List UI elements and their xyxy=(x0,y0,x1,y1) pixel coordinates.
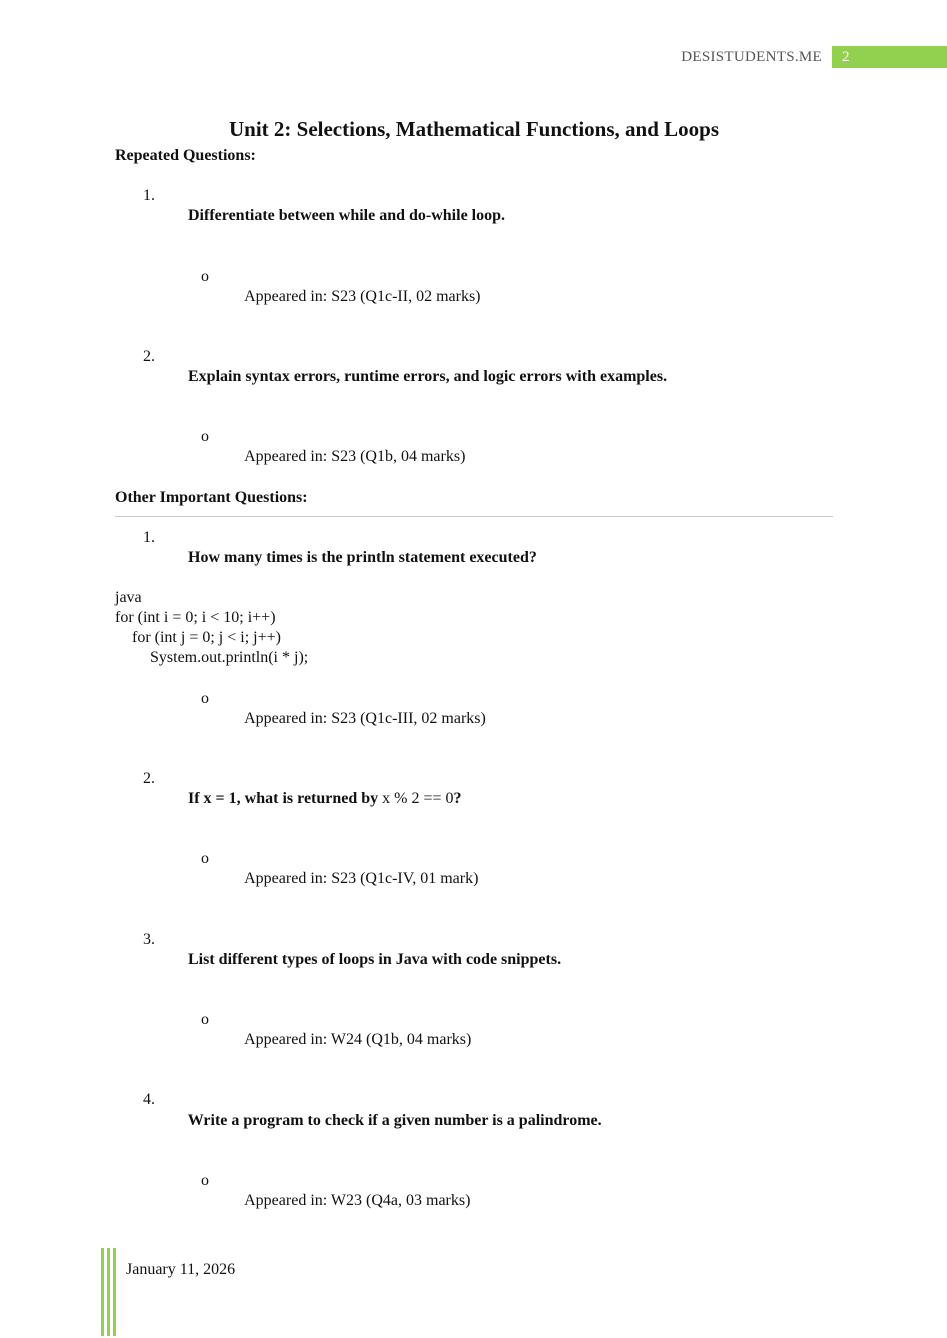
question-text: Differentiate between while and do-while loop. xyxy=(188,207,506,225)
footer-accent-bars xyxy=(101,1248,116,1336)
page-header xyxy=(681,46,947,68)
other-question-2 xyxy=(115,749,833,829)
document-body xyxy=(115,116,833,1231)
appeared-in-line xyxy=(115,829,833,909)
list-number: 3. xyxy=(143,930,155,948)
appeared-text: Appeared in: S23 (Q1c-II, 02 marks) xyxy=(244,287,481,305)
code-line-2: for (int j = 0; j < i; j++) xyxy=(132,629,281,647)
other-question-3 xyxy=(115,910,833,990)
code-language-label: java xyxy=(115,589,142,607)
list-number: 1. xyxy=(143,187,155,205)
unit-title: Unit 2: Selections, Mathematical Functions, and Loops xyxy=(228,117,719,141)
question-text: If x = 1, what is returned by xyxy=(188,790,383,807)
bullet-icon: o xyxy=(201,689,209,707)
question-text: List different types of loops in Java with code snippets. xyxy=(188,950,562,968)
site-name: DESISTUDENTS.ME xyxy=(681,48,822,65)
list-number: 2. xyxy=(143,347,155,365)
page-number-badge: 2 xyxy=(832,46,947,68)
question-end: ? xyxy=(453,790,462,807)
appeared-text: Appeared in: W23 (Q4a, 03 marks) xyxy=(244,1191,471,1209)
question-text: How many times is the println statement executed? xyxy=(188,548,537,566)
bullet-icon: o xyxy=(201,428,209,446)
other-questions-heading: Other Important Questions: xyxy=(115,488,308,506)
bullet-icon: o xyxy=(201,267,209,285)
code-line-1: for (int i = 0; i < 10; i++) xyxy=(115,609,276,627)
question-text: Write a program to check if a given number is a palindrome. xyxy=(187,1111,602,1129)
list-number: 1. xyxy=(143,528,155,546)
repeated-questions-heading: Repeated Questions: xyxy=(115,147,256,164)
code-line-3: System.out.println(i * j); xyxy=(150,649,309,667)
accent-bar xyxy=(113,1248,116,1336)
repeated-question-2 xyxy=(115,327,833,407)
appeared-in-line xyxy=(115,668,833,748)
question-text: Explain syntax errors, runtime errors, and logic errors with examples. xyxy=(188,368,668,386)
appeared-in-line xyxy=(115,407,833,487)
list-number: 4. xyxy=(143,1091,155,1109)
bullet-icon: o xyxy=(201,1011,209,1029)
other-question-1 xyxy=(115,508,833,588)
bullet-icon: o xyxy=(201,1171,209,1189)
appeared-text: Appeared in: S23 (Q1b, 04 marks) xyxy=(244,448,466,466)
appeared-text: Appeared in: S23 (Q1c-IV, 01 mark) xyxy=(244,870,479,888)
footer-date: January 11, 2026 xyxy=(126,1261,236,1278)
appeared-text: Appeared in: W24 (Q1b, 04 marks) xyxy=(244,1031,472,1049)
horizontal-divider xyxy=(115,516,833,517)
appeared-text: Appeared in: S23 (Q1c-III, 02 marks) xyxy=(244,709,486,727)
bullet-icon: o xyxy=(201,850,209,868)
repeated-question-1 xyxy=(115,166,833,246)
other-question-4 xyxy=(115,1070,833,1150)
accent-bar xyxy=(107,1248,110,1336)
inline-code: x % 2 == 0 xyxy=(382,790,454,807)
list-number: 2. xyxy=(143,769,155,787)
accent-bar xyxy=(101,1248,104,1336)
appeared-in-line xyxy=(115,1151,833,1231)
appeared-in-line xyxy=(115,246,833,326)
appeared-in-line xyxy=(115,990,833,1070)
